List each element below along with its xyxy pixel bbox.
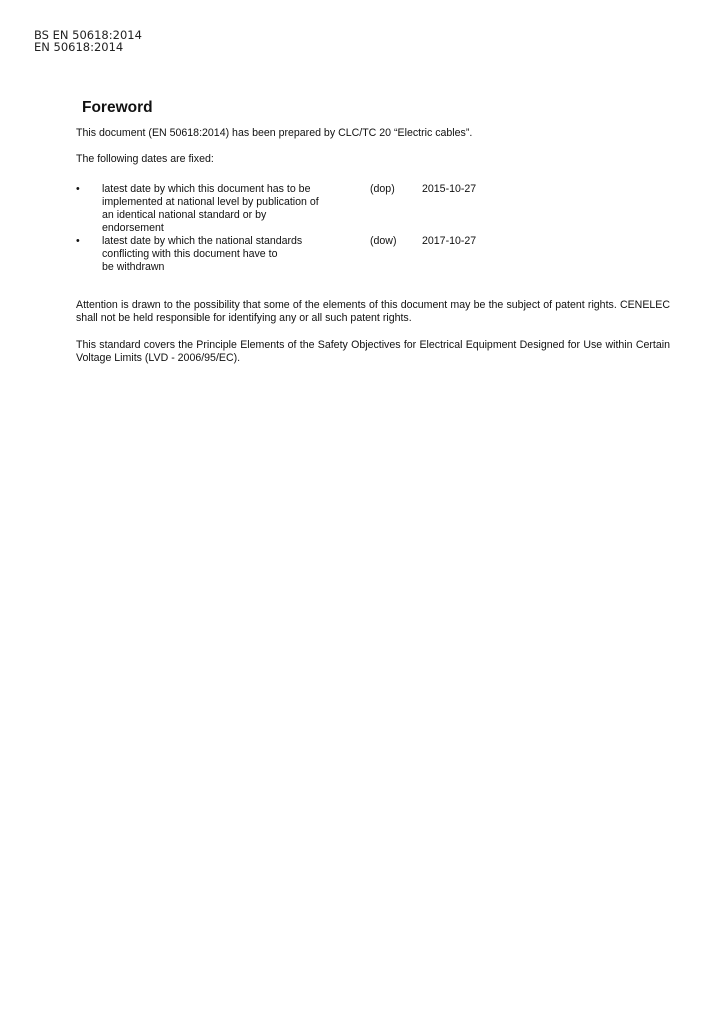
intro-paragraph: This document (EN 50618:2014) has been prepared by CLC/TC 20 “Electric cables”. <box>76 127 473 139</box>
header-standard-id: BS EN 50618:2014 <box>34 28 142 42</box>
dates-intro-paragraph: The following dates are fixed: <box>76 153 214 165</box>
date-item-code: (dop) <box>370 183 395 195</box>
date-item-code: (dow) <box>370 235 397 247</box>
bullet-icon: • <box>76 183 80 195</box>
date-item-dop <box>76 183 670 235</box>
bullet-icon: • <box>76 235 80 247</box>
date-item-description: latest date by which this document has to be implemented at national level by publication of an identical national standard or by endorsement <box>102 183 319 234</box>
date-item-description: latest date by which the national standards conflicting with this document have to be withdrawn <box>102 235 303 273</box>
foreword-section <box>76 99 670 365</box>
patent-attention-paragraph: Attention is drawn to the possibility that some of the elements of this document may be the subject of patent rights. CENELEC shall not be held responsible for identifying any or all such patent rights. <box>76 299 670 324</box>
page-title: Foreword <box>82 99 153 116</box>
date-item-dow <box>76 235 670 287</box>
standard-scope-paragraph: This standard covers the Principle Elements of the Safety Objectives for Electrical Equipment Designed for Use within Certain Voltage Limits (LVD - 2006/95/EC). <box>76 339 670 364</box>
date-item-date: 2017-10-27 <box>422 235 477 247</box>
document-header <box>34 29 142 53</box>
header-en-id: EN 50618:2014 <box>34 40 124 54</box>
date-item-date: 2015-10-27 <box>422 183 477 195</box>
